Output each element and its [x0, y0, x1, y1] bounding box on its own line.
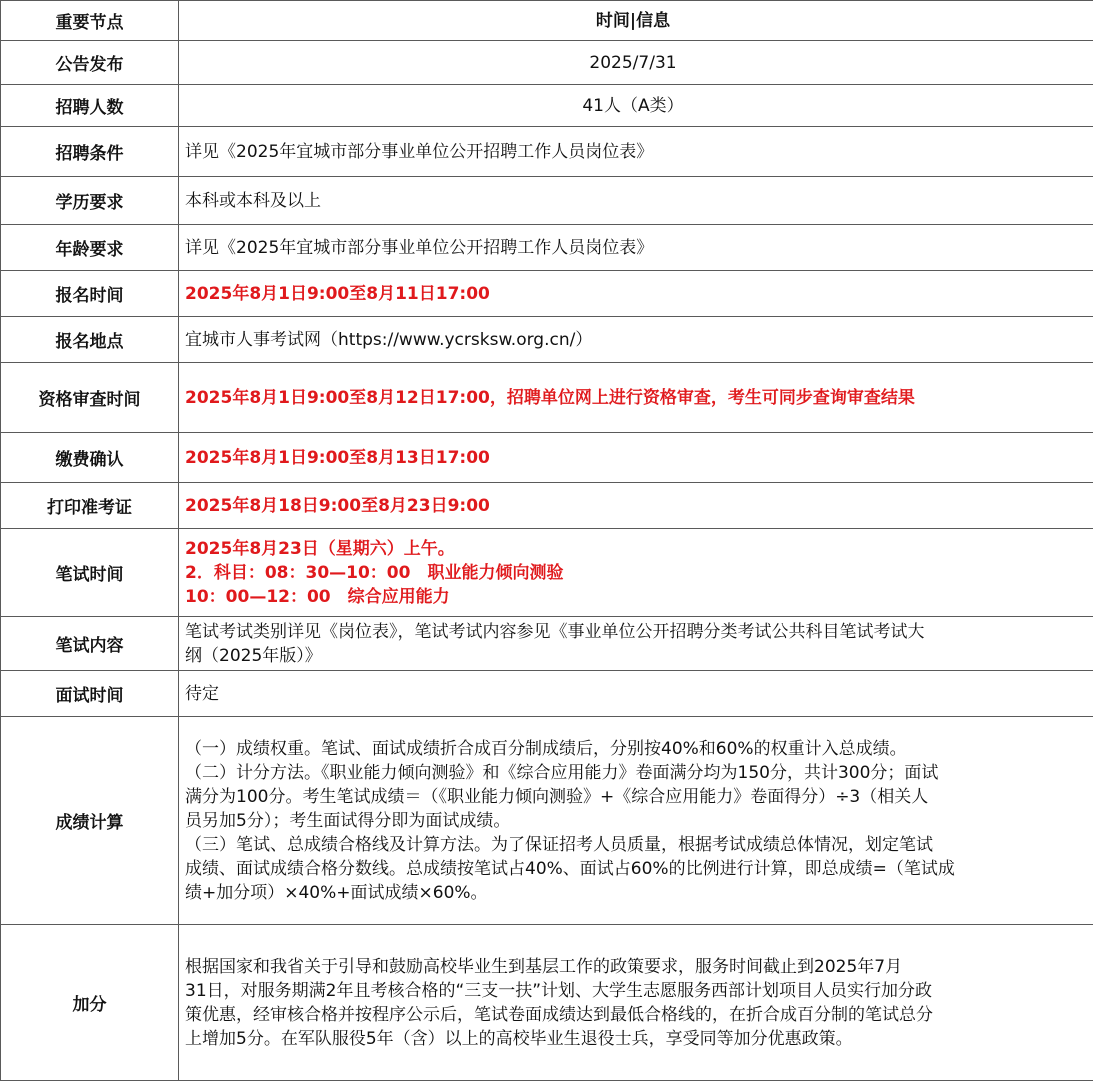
- bonus-label: 加分: [73, 995, 107, 1015]
- written-content-label: 笔试内容: [56, 636, 124, 656]
- value-cell: [179, 177, 1093, 225]
- education-value: 本科或本科及以上: [185, 191, 321, 211]
- written-time-line: 10：00—12：00 综合应用能力: [185, 585, 1087, 609]
- row-payment: [1, 433, 1093, 483]
- score-line: （三）笔试、总成绩合格线及计算方法。为了保证招考人员质量，根据考试成绩总体情况，划定笔试: [185, 833, 1087, 857]
- bonus-line: 上增加5分。在军队服役5年（含）以上的高校毕业生退役士兵，享受同等加分优惠政策。: [185, 1027, 1087, 1051]
- value-cell: [179, 483, 1093, 529]
- score-line: 绩+加分项）×40%+面试成绩×60%。: [185, 881, 1087, 905]
- education-label: 学历要求: [56, 193, 124, 213]
- written-content-line: 纲（2025年版）》: [185, 644, 1087, 668]
- age-label: 年龄要求: [56, 240, 124, 260]
- label-cell: [1, 177, 179, 225]
- value-cell: [179, 433, 1093, 483]
- header-label: 重要节点: [56, 13, 124, 33]
- value-cell: [179, 671, 1093, 717]
- written-content-line: 笔试考试类别详见《岗位表》，笔试考试内容参见《事业单位公开招聘分类考试公共科目笔试考试大: [185, 620, 1087, 644]
- print-value: 2025年8月18日9:00至8月23日9:00: [185, 496, 490, 516]
- interview-value: 待定: [185, 684, 219, 704]
- value-cell: [179, 271, 1093, 317]
- score-label: 成绩计算: [56, 813, 124, 833]
- value-cell: [179, 925, 1093, 1081]
- header-label-cell: [1, 1, 179, 41]
- label-cell: [1, 671, 179, 717]
- value-cell: [179, 717, 1093, 925]
- announce-label: 公告发布: [56, 55, 124, 75]
- table-header-row: [1, 1, 1093, 41]
- row-age: [1, 225, 1093, 271]
- written-time-label: 笔试时间: [56, 565, 124, 585]
- row-review: [1, 363, 1093, 433]
- row-reg-place: [1, 317, 1093, 363]
- row-count: [1, 85, 1093, 127]
- label-cell: [1, 85, 179, 127]
- value-cell: [179, 225, 1093, 271]
- reg-time-label: 报名时间: [56, 286, 124, 306]
- value-cell: [179, 617, 1093, 671]
- review-value: 2025年8月1日9:00至8月12日17:00，招聘单位网上进行资格审查，考生可同步查询审查结果: [185, 388, 915, 408]
- label-cell: [1, 717, 179, 925]
- count-value: 41人（A类）: [582, 96, 683, 116]
- label-cell: [1, 225, 179, 271]
- score-line: 员另加5分）；考生面试得分即为面试成绩。: [185, 809, 1087, 833]
- value-cell: [179, 529, 1093, 617]
- interview-label: 面试时间: [56, 686, 124, 706]
- header-value: 时间|信息: [596, 11, 670, 31]
- value-cell: [179, 363, 1093, 433]
- score-line: 成绩、面试成绩合格分数线。总成绩按笔试占40%、面试占60%的比例进行计算，即总成绩=（笔试成: [185, 857, 1087, 881]
- row-print: [1, 483, 1093, 529]
- score-line: 满分为100分。考生笔试成绩＝（《职业能力倾向测验》+《综合应用能力》卷面得分）÷3（相关人: [185, 785, 1087, 809]
- row-condition: [1, 127, 1093, 177]
- label-cell: [1, 483, 179, 529]
- bonus-line: 策优惠，经审核合格并按程序公示后，笔试卷面成绩达到最低合格线的，在折合成百分制的笔试总分: [185, 1003, 1087, 1027]
- bonus-line: 31日，对服务期满2年且考核合格的“三支一扶”计划、大学生志愿服务西部计划项目人员实行加分政: [185, 979, 1087, 1003]
- score-line: （一）成绩权重。笔试、面试成绩折合成百分制成绩后，分别按40%和60%的权重计入总成绩。: [185, 737, 1087, 761]
- label-cell: [1, 433, 179, 483]
- value-cell: [179, 85, 1093, 127]
- reg-place-value: 宜城市人事考试网（https://www.ycrsksw.org.cn/）: [185, 330, 592, 350]
- label-cell: [1, 317, 179, 363]
- condition-value: 详见《2025年宜城市部分事业单位公开招聘工作人员岗位表》: [185, 142, 653, 162]
- label-cell: [1, 127, 179, 177]
- age-value: 详见《2025年宜城市部分事业单位公开招聘工作人员岗位表》: [185, 238, 653, 258]
- row-written-time: [1, 529, 1093, 617]
- value-cell: [179, 317, 1093, 363]
- score-line: （二）计分方法。《职业能力倾向测验》和《综合应用能力》卷面满分均为150分，共计300分；面试: [185, 761, 1087, 785]
- header-value-cell: [179, 1, 1093, 41]
- label-cell: [1, 617, 179, 671]
- reg-time-value: 2025年8月1日9:00至8月11日17:00: [185, 284, 490, 304]
- label-cell: [1, 41, 179, 85]
- reg-place-label: 报名地点: [56, 332, 124, 352]
- payment-label: 缴费确认: [56, 450, 124, 470]
- bonus-line: 根据国家和我省关于引导和鼓励高校毕业生到基层工作的政策要求，服务时间截止到2025年7月: [185, 955, 1087, 979]
- row-interview: [1, 671, 1093, 717]
- label-cell: [1, 271, 179, 317]
- print-label: 打印准考证: [47, 498, 132, 518]
- label-cell: [1, 363, 179, 433]
- row-score: [1, 717, 1093, 925]
- row-announce: [1, 41, 1093, 85]
- row-education: [1, 177, 1093, 225]
- row-written-content: [1, 617, 1093, 671]
- written-time-line: 2．科目：08：30—10：00 职业能力倾向测验: [185, 561, 1087, 585]
- label-cell: [1, 529, 179, 617]
- count-label: 招聘人数: [56, 98, 124, 118]
- value-cell: [179, 127, 1093, 177]
- row-reg-time: [1, 271, 1093, 317]
- review-label: 资格审查时间: [39, 390, 141, 410]
- row-bonus: [1, 925, 1093, 1081]
- payment-value: 2025年8月1日9:00至8月13日17:00: [185, 448, 490, 468]
- announce-date: 2025/7/31: [589, 53, 676, 73]
- label-cell: [1, 925, 179, 1081]
- condition-label: 招聘条件: [56, 144, 124, 164]
- value-cell: [179, 41, 1093, 85]
- written-time-line: 2025年8月23日（星期六）上午。: [185, 537, 1087, 561]
